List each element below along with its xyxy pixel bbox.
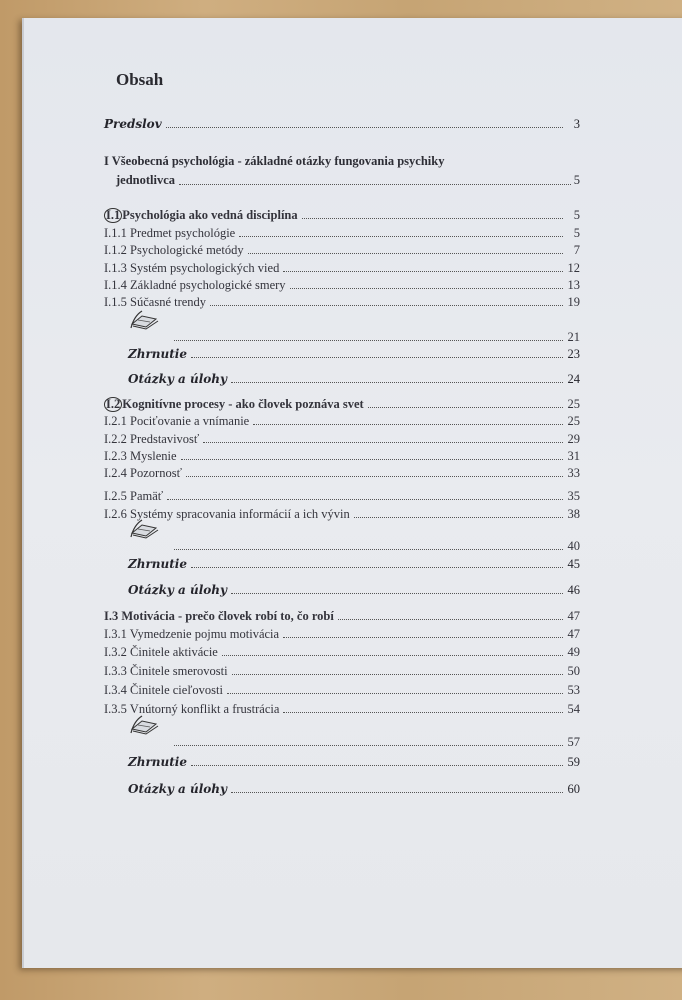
leader-dots	[283, 712, 563, 713]
leader-dots	[338, 619, 563, 620]
leader-dots	[231, 792, 563, 793]
entry-page: 59	[567, 755, 580, 769]
entry-label: Otázky a úlohy	[128, 372, 227, 386]
entry-page: 60	[567, 782, 580, 796]
entry-label: I.2.2 Predstavivosť	[104, 432, 200, 446]
toc-entry	[104, 644, 580, 660]
leader-dots	[283, 637, 563, 638]
leader-dots	[166, 127, 563, 128]
toc-entry	[104, 465, 580, 481]
entry-label: Zhrnutie	[128, 557, 187, 571]
entry-label: Otázky a úlohy	[128, 583, 227, 597]
toc-entry	[104, 225, 580, 241]
book-quill-icon	[128, 715, 162, 735]
entry-label: I.2.3 Myslenie	[104, 449, 177, 463]
toc-entry	[128, 371, 580, 387]
toc-entry	[104, 242, 580, 258]
leader-dots	[368, 407, 563, 408]
entry-page: 53	[567, 683, 580, 697]
entry-page: 25	[567, 397, 580, 411]
circled-number: I.2	[106, 397, 121, 411]
leader-dots	[239, 236, 563, 237]
leader-dots	[231, 382, 563, 383]
entry-label: I.3.4 Činitele cieľovosti	[104, 683, 223, 697]
toc-entry	[104, 277, 580, 293]
entry-page: 35	[567, 489, 580, 503]
toc-entry	[128, 582, 580, 598]
entry-label: I.3 Motivácia - prečo človek robí to, čo robí	[104, 609, 334, 623]
leader-dots	[210, 305, 563, 306]
leader-dots	[186, 476, 563, 477]
entry-page: 24	[567, 372, 580, 386]
entry-label: I.3.1 Vymedzenie pojmu motivácia	[104, 627, 280, 641]
leader-dots	[174, 745, 563, 746]
leader-dots	[174, 340, 563, 341]
toc-entry	[104, 207, 580, 223]
entry-label: I.1.4 Základné psychologické smery	[104, 278, 286, 292]
part-label-line1: I Všeobecná psychológia - základné otázky fungovania psychiky	[104, 154, 445, 168]
leader-dots	[181, 459, 563, 460]
entry-page: 7	[573, 243, 580, 257]
toc-entry	[170, 329, 580, 345]
entry-page: 47	[567, 609, 580, 623]
entry-page: 40	[567, 539, 580, 553]
leader-dots	[167, 499, 563, 500]
entry-label: I.1.2 Psychologické metódy	[104, 243, 244, 257]
entry-page: 31	[567, 449, 580, 463]
toc-entry	[104, 396, 580, 412]
leader-dots	[283, 271, 563, 272]
toc-entry	[104, 682, 580, 698]
page-title: Obsah	[116, 70, 164, 89]
leader-dots	[354, 517, 563, 518]
entry-page: 46	[567, 583, 580, 597]
toc-entry	[104, 488, 580, 504]
toc-entry	[104, 448, 580, 464]
entry-label: I.1.5 Súčasné trendy	[104, 295, 207, 309]
leader-dots	[191, 765, 563, 766]
part-label-line2: jednotlivca	[116, 173, 176, 187]
toc-entry	[128, 346, 580, 362]
leader-dots	[302, 218, 563, 219]
entry-label: I.2.1 Pociťovanie a vnímanie	[104, 414, 250, 428]
entry-page: 19	[567, 295, 580, 309]
leader-dots	[191, 357, 563, 358]
leader-dots	[227, 693, 563, 694]
toc-entry	[170, 734, 580, 750]
entry-label: I.1.1 Predmet psychológie	[104, 226, 236, 240]
entry-page: 3	[573, 117, 580, 131]
entry-label: I.2.6 Systémy spracovania informácií a ich vývin	[104, 507, 350, 521]
toc-entry	[128, 556, 580, 572]
toc-entry-part	[104, 152, 580, 190]
entry-page: 5	[573, 173, 580, 187]
book-quill-icon	[128, 310, 162, 330]
leader-dots	[222, 655, 563, 656]
entry-page: 45	[567, 557, 580, 571]
leader-dots	[231, 593, 563, 594]
toc-entry	[104, 626, 580, 642]
toc-entry	[104, 608, 580, 624]
leader-dots	[248, 253, 563, 254]
leader-dots	[290, 288, 563, 289]
entry-label: Predslov	[104, 117, 162, 131]
toc-entry	[128, 781, 580, 797]
entry-page: 57	[567, 735, 580, 749]
circled-number: I.1	[106, 208, 121, 222]
toc-entry	[128, 754, 580, 770]
entry-page: 5	[573, 208, 580, 222]
entry-label: Kognitívne procesy - ako človek poznáva svet	[122, 397, 364, 411]
entry-page: 49	[567, 645, 580, 659]
entry-label: I.3.5 Vnútorný konflikt a frustrácia	[104, 702, 280, 716]
toc-entry	[170, 538, 580, 554]
entry-page: 5	[573, 226, 580, 240]
leader-dots	[232, 674, 563, 675]
entry-label: I.3.3 Činitele smerovosti	[104, 664, 228, 678]
entry-label: Otázky a úlohy	[128, 782, 227, 796]
leader-dots	[174, 549, 563, 550]
entry-page: 23	[567, 347, 580, 361]
leader-dots	[203, 442, 563, 443]
book-quill-icon	[128, 519, 162, 539]
entry-label: I.2.4 Pozornosť	[104, 466, 182, 480]
toc-entry	[104, 413, 580, 429]
entry-page: 47	[567, 627, 580, 641]
toc-entry	[104, 294, 580, 310]
entry-label: Psychológia ako vedná disciplína	[122, 208, 298, 222]
entry-page: 12	[567, 261, 580, 275]
toc-entry	[104, 701, 580, 717]
leader-dots	[253, 424, 563, 425]
entry-page: 21	[567, 330, 580, 344]
entry-page: 33	[567, 466, 580, 480]
leader-dots	[179, 184, 571, 185]
entry-label: I.2.5 Pamäť	[104, 489, 164, 503]
entry-label: I.3.2 Činitele aktivácie	[104, 645, 218, 659]
toc-entry	[104, 663, 580, 679]
entry-page: 13	[567, 278, 580, 292]
entry-label: Zhrnutie	[128, 347, 187, 361]
entry-page: 50	[567, 664, 580, 678]
entry-page: 54	[567, 702, 580, 716]
toc-entry	[104, 506, 580, 522]
entry-label: Zhrnutie	[128, 755, 187, 769]
toc-entry	[104, 431, 580, 447]
leader-dots	[191, 567, 563, 568]
entry-page: 38	[567, 507, 580, 521]
toc-entry	[104, 260, 580, 276]
toc-entry-preface	[104, 116, 580, 132]
entry-page: 25	[567, 414, 580, 428]
entry-page: 29	[567, 432, 580, 446]
entry-label: I.1.3 Systém psychologických vied	[104, 261, 280, 275]
